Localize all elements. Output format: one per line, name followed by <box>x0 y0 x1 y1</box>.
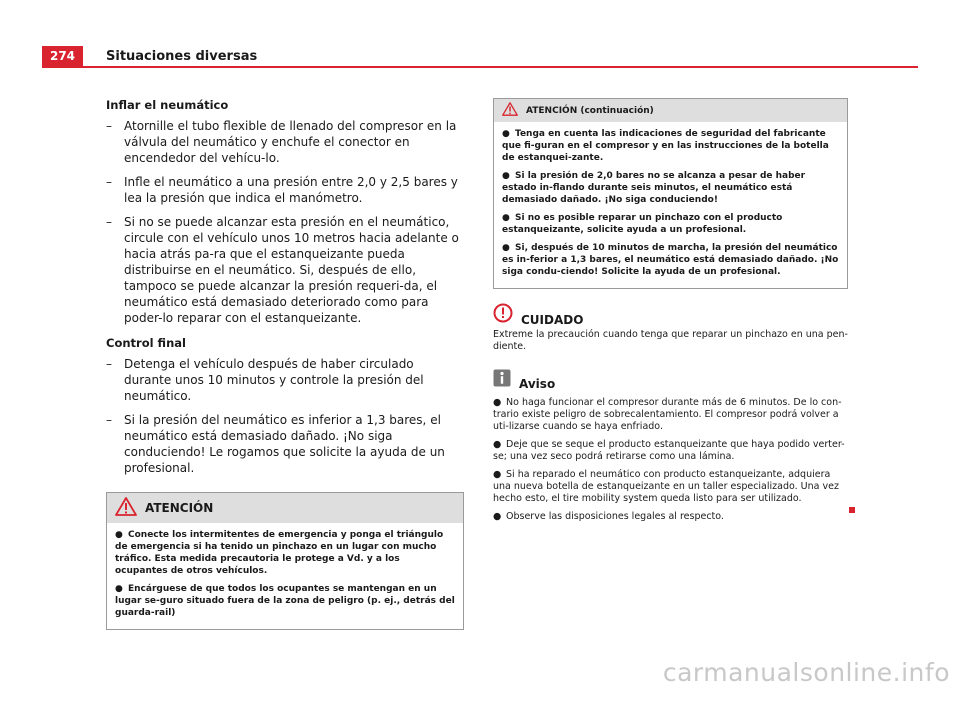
list-item: – Si la presión del neumático es inferior a 1,3 bares, el neumático está demasiado dañado. ¡No siga conduciendo! Le rogamos que solicite la ayuda de un profesional. <box>106 412 464 476</box>
caution-section <box>493 303 848 353</box>
warning-triangle-icon <box>502 102 518 119</box>
warning-header <box>107 493 463 523</box>
list-item: – Infle el neumático a una presión entre 2,0 y 2,5 bares y lea la presión que indica el manómetro. <box>106 174 464 206</box>
notice-section <box>493 369 848 523</box>
inflate-steps <box>106 118 464 326</box>
header-rule <box>42 66 918 68</box>
warning-continued-list <box>502 128 839 278</box>
left-column <box>106 98 464 630</box>
section-title-final-check: Control final <box>106 336 186 350</box>
list-item: ● Observe las disposiciones legales al respecto. <box>493 511 724 522</box>
section-end-marker <box>849 507 855 513</box>
warning-triangle-icon <box>115 497 137 519</box>
caution-text: Extreme la precaución cuando tenga que reparar un pinchazo en una pen-diente. <box>493 329 848 352</box>
list-item: ● Si la presión de 2,0 bares no se alcanza a pesar de haber estado in-flando durante seis minutos, el neumático está demasiado dañado. ¡No siga conduciendo! <box>502 171 806 205</box>
warning-title: ATENCIÓN <box>145 501 214 515</box>
caution-title: CUIDADO <box>521 313 584 327</box>
list-item: ● Encárguese de que todos los ocupantes se mantengan en un lugar se-guro situado fuera de la zona de peligro (p. ej., detrás del guarda-rail) <box>115 584 455 618</box>
notice-list <box>493 397 848 523</box>
list-item: ● Si no es posible reparar un pinchazo con el producto estanqueizante, solicite ayuda a un profesional. <box>502 213 783 235</box>
warning-continued-header <box>494 99 847 122</box>
warning-continued-title: ATENCIÓN (continuación) <box>526 105 654 116</box>
section-title-inflate: Inflar el neumático <box>106 98 229 112</box>
warning-box <box>106 492 464 630</box>
list-item: – Si no se puede alcanzar esta presión en el neumático, circule con el vehículo unos 10 metros hacia adelante o hacia atrás pa-ra que el estanqueizante pueda distribuirse en el neumático. Si, después de ello, tampoco se puede alcanzar la presión requeri-da, el neumático está demasiado deteriorado como para poder-lo reparar con el estanqueizante. <box>106 214 464 326</box>
watermark: carmanualsonline.info <box>662 658 950 687</box>
list-item: – Detenga el vehículo después de haber circulado durante unos 10 minutos y controle la presión del neumático. <box>106 356 464 404</box>
warning-list <box>115 529 455 619</box>
page-number: 274 <box>42 46 83 66</box>
page-title: Situaciones diversas <box>106 49 258 64</box>
list-item: ● Si, después de 10 minutos de marcha, la presión del neumático es in-ferior a 1,3 bares, el neumático está demasiado dañado. ¡No siga condu-ciendo! Solicite la ayuda de un profesional. <box>502 243 839 277</box>
list-item: – Atornille el tubo flexible de llenado del compresor en la válvula del neumático y enchufe el conector en encendedor del vehícu-lo. <box>106 118 464 166</box>
list-item: ● Deje que se seque el producto estanqueizante que haya podido verter-se; una vez seco podrá retirarse como una lámina. <box>493 439 845 462</box>
caution-circle-icon <box>493 303 513 327</box>
notice-title: Aviso <box>519 377 556 391</box>
right-column <box>493 98 848 529</box>
info-note-icon <box>493 369 511 391</box>
list-item: ● Si ha reparado el neumático con producto estanqueizante, adquiera una nueva botella de estanqueizante en un taller especializado. Una vez hecho esto, el tire mobility system queda listo para ser utilizado. <box>493 469 839 504</box>
list-item: ● Conecte los intermitentes de emergencia y ponga el triángulo de emergencia si ha tenido un pinchazo en un lugar con mucho tráfico. Esta medida precautoria le protege a Vd. y a los ocupantes de otros vehículos. <box>115 530 444 576</box>
list-item: ● Tenga en cuenta las indicaciones de seguridad del fabricante que fi-guran en el compresor y en las instrucciones de la botella de estanquei-zante. <box>502 129 829 163</box>
final-check-steps <box>106 356 464 476</box>
warning-continued-box <box>493 98 848 289</box>
list-item: ● No haga funcionar el compresor durante más de 6 minutos. De lo con-trario existe peligro de sobrecalentamiento. El compresor podrá volver a uti-lizarse cuando se haya enfriado. <box>493 397 842 432</box>
